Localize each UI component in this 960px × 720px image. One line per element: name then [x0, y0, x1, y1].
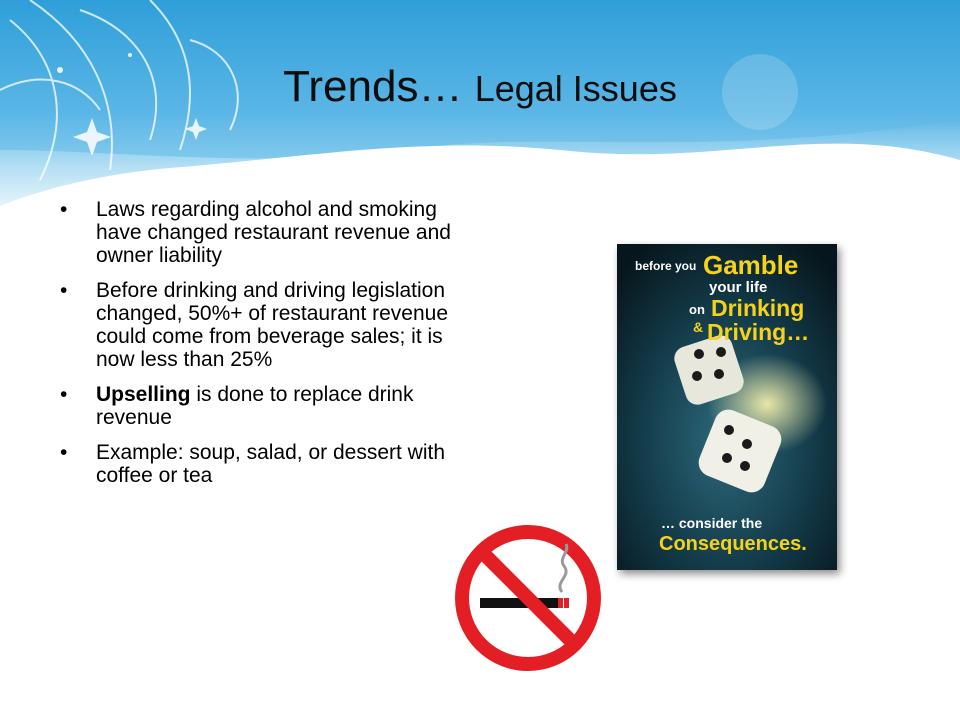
drink-driving-poster — [617, 244, 837, 570]
title-sub: Legal Issues — [474, 68, 677, 109]
poster-line7: Driving… — [707, 319, 810, 345]
bullet-item — [60, 441, 460, 487]
bullet-item — [60, 198, 460, 267]
poster-line5: Drinking — [711, 295, 805, 321]
poster-line9: Consequences. — [659, 533, 807, 555]
poster-line3: your life — [709, 279, 768, 296]
bullet-text: Laws regarding alcohol and smoking have changed restaurant revenue and owner liability — [96, 198, 451, 267]
bullet-icon: • — [60, 383, 68, 406]
bullet-item — [60, 279, 460, 371]
bullet-icon: • — [60, 198, 68, 221]
bullet-text: Before drinking and driving legislation changed, 50%+ of restaurant revenue could come from beverage sales; it is now less than 25% — [96, 279, 448, 371]
bullet-icon: • — [60, 279, 68, 302]
bullet-text: Example: soup, salad, or dessert with coffee or tea — [96, 441, 446, 487]
poster-line1: before you — [635, 259, 697, 273]
bullet-item — [60, 383, 460, 429]
bullet-bold-term: Upselling — [96, 383, 191, 406]
poster-line4: on — [689, 302, 705, 317]
poster-line6: & — [693, 319, 704, 335]
no-smoking-icon — [452, 522, 604, 674]
title-main: Trends… — [283, 62, 475, 111]
slide-title — [0, 62, 960, 112]
poster-line8: … consider the — [661, 515, 763, 531]
bullet-text: is done to replace drink revenue — [96, 383, 414, 429]
bullet-list — [60, 198, 460, 499]
poster-line2: Gamble — [703, 250, 799, 280]
bullet-icon: • — [60, 441, 68, 464]
